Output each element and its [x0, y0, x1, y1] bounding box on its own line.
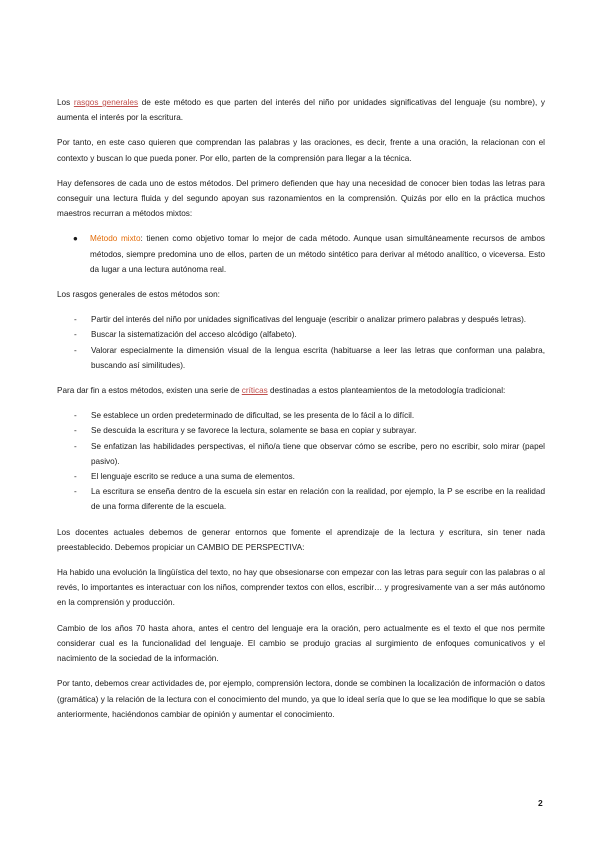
- bullet-icon: ●: [73, 234, 78, 244]
- list-item: [57, 312, 545, 327]
- dash-icon: -: [74, 441, 77, 451]
- list-item-text: Partir del interés del niño por unidades significativas del lenguaje (escribir o analizar primero palabras y después letras).: [91, 315, 527, 325]
- dash-icon: -: [74, 345, 77, 355]
- dash-list-rasgos: [57, 312, 545, 373]
- list-item: [57, 439, 545, 469]
- list-item-text: El lenguaje escrito se reduce a una suma de elementos.: [91, 472, 295, 482]
- paragraph-rasgos-generales: [57, 95, 545, 125]
- page-body: [57, 95, 545, 732]
- list-item-text: Se enfatizan las habilidades perspectivas, el niño/a tiene que observar cómo se escribe, pero no escribir, solo mirar (papel pasivo).: [91, 441, 545, 466]
- paragraph-docentes: Los docentes actuales debemos de generar entornos que fomente el aprendizaje de la lectura y escritura, sin tener nada preestablecido. Debemos propiciar un CAMBIO DE PERSPECTIVA:: [57, 527, 545, 552]
- dash-icon: -: [74, 472, 77, 482]
- list-item: [57, 327, 545, 342]
- paragraph-text: destinadas a estos planteamientos de la metodología tradicional:: [267, 386, 506, 396]
- list-item-text: Buscar la sistematización del acceso alcódigo (alfabeto).: [91, 330, 297, 340]
- dash-icon: -: [74, 330, 77, 340]
- bullet-list: [57, 231, 545, 277]
- list-item-text: Se descuida la escritura y se favorece la lectura, solamente se basa en copiar y subrayar.: [91, 426, 417, 436]
- term-metodo-mixto: Método mixto: [90, 234, 141, 244]
- list-item-metodo-mixto: [57, 231, 545, 277]
- list-item-text: Valorar especialmente la dimensión visual de la lengua escrita (habituarse a leer las letras que conforman una palabra, buscando así similitudes).: [91, 345, 545, 370]
- list-item: [57, 343, 545, 373]
- list-item: [57, 469, 545, 484]
- paragraph-rasgos-intro: Los rasgos generales de estos métodos son:: [57, 290, 220, 300]
- paragraph-text: Para dar fin a estos métodos, existen una serie de: [57, 386, 242, 396]
- paragraph-defensores: Hay defensores de cada uno de estos métodos. Del primero defienden que hay una necesidad de conocer bien todas las letras para conseguir una lectura fluida y del segundo apoyan sus razonamientos en la comprensión. Quizás por ello en la práctica muchos maestros recurran a métodos mixtos:: [57, 178, 545, 219]
- dash-icon: -: [74, 426, 77, 436]
- list-item: [57, 408, 545, 423]
- list-item: [57, 484, 545, 514]
- paragraph-text: de este método es que parten del interés del niño por unidades significativas del lenguaje (su nombre), y aumenta el interés por la escritura.: [57, 98, 545, 123]
- list-item-text: Se establece un orden predeterminado de dificultad, se les presenta de lo fácil a lo difícil.: [91, 411, 415, 421]
- dash-icon: -: [74, 487, 77, 497]
- underlined-term: rasgos generales: [73, 98, 139, 107]
- underlined-term: críticas: [241, 386, 268, 396]
- dash-list-criticas: [57, 408, 545, 514]
- paragraph-criticas: [57, 383, 545, 398]
- paragraph-actividades: Por tanto, debemos crear actividades de, por ejemplo, comprensión lectora, donde se combinen la localización de información o datos (gramática) y la relación de la lectura con el conocimiento del mundo, ya que lo ideal sería que lo que se lea modifique lo que se sabía anteriormente, haciéndonos cambiar de opinión y aumentar el conocimiento.: [57, 679, 545, 719]
- dash-icon: -: [74, 411, 77, 421]
- dash-icon: -: [74, 315, 77, 325]
- paragraph-cambio-anos-70: Cambio de los años 70 hasta ahora, antes el centro del lenguaje era la oración, pero actualmente es el texto el que nos permite considerar cual es la funcionalidad del lenguaje. El cambio se produjo gracias al surgimiento de enfoques comunicativos y el nacimiento de la sociedad de la información.: [57, 623, 545, 664]
- paragraph-text: Los: [57, 98, 74, 107]
- paragraph-comprension: Por tanto, en este caso quieren que comprendan las palabras y las oraciones, es decir, frente a una oración, la relacionan con el contexto y buscan lo que pueda poner. Por ello, parten de la comprensión para llegar a la técnica.: [57, 138, 545, 163]
- paragraph-evolucion: Ha habido una evolución la lingüística del texto, no hay que obsesionarse con empezar con las letras para seguir con las palabras o al revés, lo importantes es interactuar con los niños, comprender textos con ellos, escribir… y progresivamente van a ser más autónomo en la comprensión y producción.: [57, 568, 545, 608]
- list-item-text: : tienen como objetivo tomar lo mejor de cada método. Aunque usan simultáneamente recursos de ambos métodos, siempre predomina uno de ellos, parten de un método sintético para derivar al método analítico, o viceversa. Esto da lugar a una lectura autónoma real.: [90, 234, 545, 274]
- list-item: [57, 423, 545, 438]
- list-item-text: La escritura se enseña dentro de la escuela sin estar en relación con la realidad, por ejemplo, la P se escribe en la realidad de una forma diferente de la escuela.: [91, 487, 545, 512]
- page-number: 2: [538, 798, 543, 808]
